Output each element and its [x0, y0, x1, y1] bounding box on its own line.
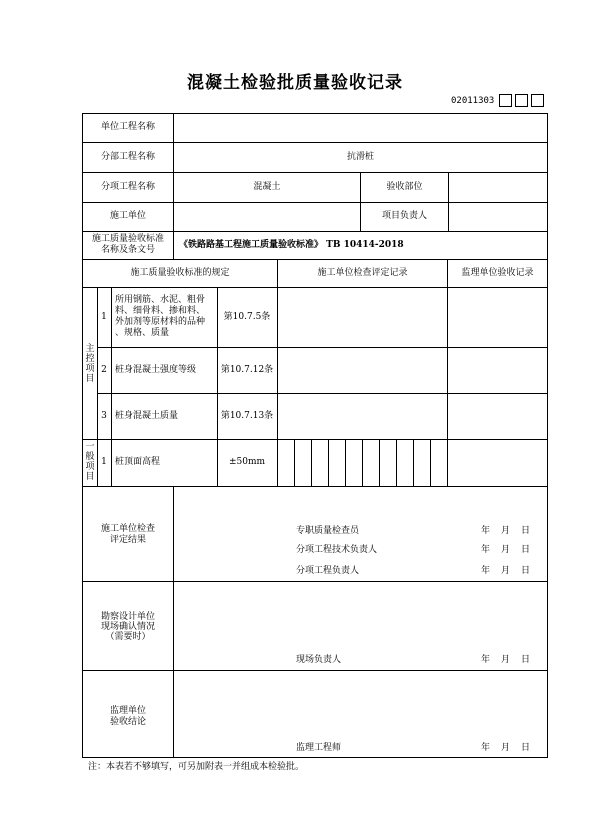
- standard-label-line1: 施工质量验收标准: [91, 234, 164, 244]
- contractor-result-label-line2: 评定结果: [109, 535, 146, 545]
- date-year: 年: [481, 655, 491, 665]
- main-item-3-no: 3: [101, 411, 107, 421]
- main-item-1-line1: 所用钢筋、水泥、粗骨: [115, 295, 206, 305]
- design-confirm-label-line2: 现场确认情况: [100, 622, 155, 632]
- measure-cell-line: [413, 439, 414, 486]
- main-items-group-label: 主控项目: [85, 344, 95, 384]
- standard-value: 《铁路路基工程施工质量验收标准》 TB 10414-2018: [179, 240, 404, 250]
- technical-lead-label: 分项工程技术负责人: [296, 545, 378, 555]
- col-line: [111, 287, 112, 486]
- date-month: 月: [501, 743, 511, 753]
- supervising-engineer-label: 监理工程师: [296, 743, 342, 753]
- date-year: 年: [481, 566, 491, 576]
- date-day: 日: [521, 545, 531, 555]
- row-line: [83, 670, 547, 671]
- contractor-result-label-line1: 施工单位检查: [100, 524, 155, 534]
- measure-cell-line: [362, 439, 363, 486]
- measure-cell-line: [294, 439, 295, 486]
- date-day: 日: [521, 526, 531, 536]
- date-month: 月: [501, 545, 511, 555]
- item-project-label: 分项工程名称: [100, 182, 155, 192]
- supervisor-conclusion-label-line2: 验收结论: [109, 717, 146, 727]
- row-line: [83, 142, 547, 143]
- main-item-2-clause: 第10.7.12条: [220, 365, 274, 375]
- footer-note: 注：本表若不够填写，可另加附表一并组成本检验批。: [88, 762, 305, 772]
- main-item-3-clause: 第10.7.13条: [220, 411, 274, 421]
- date-year: 年: [481, 545, 491, 555]
- main-item-1-line3: 外加剂等原材料的品种: [115, 317, 206, 327]
- main-item-2-no: 2: [101, 365, 107, 375]
- general-item-1-name: 桩顶面高程: [115, 457, 161, 467]
- measure-cell-line: [379, 439, 380, 486]
- col-line: [447, 259, 448, 486]
- supervisor-record-header: 监理单位验收记录: [461, 268, 534, 278]
- form-title: 混凝土检验批质量验收记录: [187, 73, 403, 93]
- design-confirm-label-line3: （需要时）: [105, 632, 151, 642]
- spec-header: 施工质量验收标准的规定: [130, 268, 230, 278]
- measure-cell-line: [328, 439, 329, 486]
- col-line: [448, 172, 449, 231]
- row-line: [97, 393, 547, 394]
- standard-label-line2: 名称及条文号: [100, 245, 155, 255]
- main-item-1-line2: 料、细骨料、掺和料、: [115, 306, 206, 316]
- row-line: [83, 259, 547, 260]
- contractor-record-header: 施工单位检查评定记录: [317, 268, 408, 278]
- date-day: 日: [521, 743, 531, 753]
- date-day: 日: [521, 566, 531, 576]
- acceptance-form-table: [82, 113, 548, 758]
- main-item-1-clause: 第10.7.5条: [223, 312, 271, 322]
- general-item-1-no: 1: [101, 457, 107, 467]
- row-line: [83, 439, 547, 440]
- unit-project-label: 单位工程名称: [100, 122, 155, 132]
- measure-cell-line: [396, 439, 397, 486]
- main-item-1-line4: 、规格、质量: [115, 328, 170, 338]
- row-line: [83, 287, 547, 288]
- main-item-3-name: 桩身混凝土质量: [115, 411, 179, 421]
- date-year: 年: [481, 526, 491, 536]
- row-line: [83, 581, 547, 582]
- date-day: 日: [521, 655, 531, 665]
- col-line: [277, 259, 278, 486]
- sub-project-label: 分部工程名称: [100, 152, 155, 162]
- design-confirm-label-line1: 勘察设计单位: [100, 612, 155, 622]
- col-line: [173, 486, 174, 757]
- measure-cell-line: [345, 439, 346, 486]
- date-month: 月: [501, 566, 511, 576]
- supervisor-conclusion-label-line1: 监理单位: [109, 706, 146, 716]
- code-box-2[interactable]: [515, 94, 528, 107]
- item-project-value[interactable]: 混凝土: [253, 182, 281, 192]
- acceptance-part-label: 验收部位: [386, 182, 423, 192]
- row-line: [97, 347, 547, 348]
- general-item-1-tolerance: ±50mm: [228, 457, 266, 467]
- quality-inspector-label: 专职质量检查员: [296, 526, 360, 536]
- measure-cell-line: [430, 439, 431, 486]
- item-lead-label: 分项工程负责人: [296, 566, 360, 576]
- date-month: 月: [501, 526, 511, 536]
- main-item-1-no: 1: [101, 312, 107, 322]
- main-item-2-name: 桩身混凝土强度等级: [115, 365, 197, 375]
- general-items-group-label: 一般项目: [85, 442, 95, 482]
- code-box-3[interactable]: [531, 94, 544, 107]
- date-year: 年: [481, 743, 491, 753]
- row-line: [83, 202, 547, 203]
- sub-project-value[interactable]: 抗滑桩: [346, 152, 374, 162]
- col-line: [360, 172, 361, 231]
- measure-cell-line: [311, 439, 312, 486]
- row-line: [83, 231, 547, 232]
- row-line: [83, 486, 547, 487]
- code-box-1[interactable]: [499, 94, 512, 107]
- date-month: 月: [501, 655, 511, 665]
- row-line: [83, 172, 547, 173]
- project-manager-label: 项目负责人: [381, 211, 427, 221]
- site-lead-label: 现场负责人: [296, 655, 342, 665]
- contractor-label: 施工单位: [109, 211, 146, 221]
- form-code: 02011303: [451, 96, 495, 106]
